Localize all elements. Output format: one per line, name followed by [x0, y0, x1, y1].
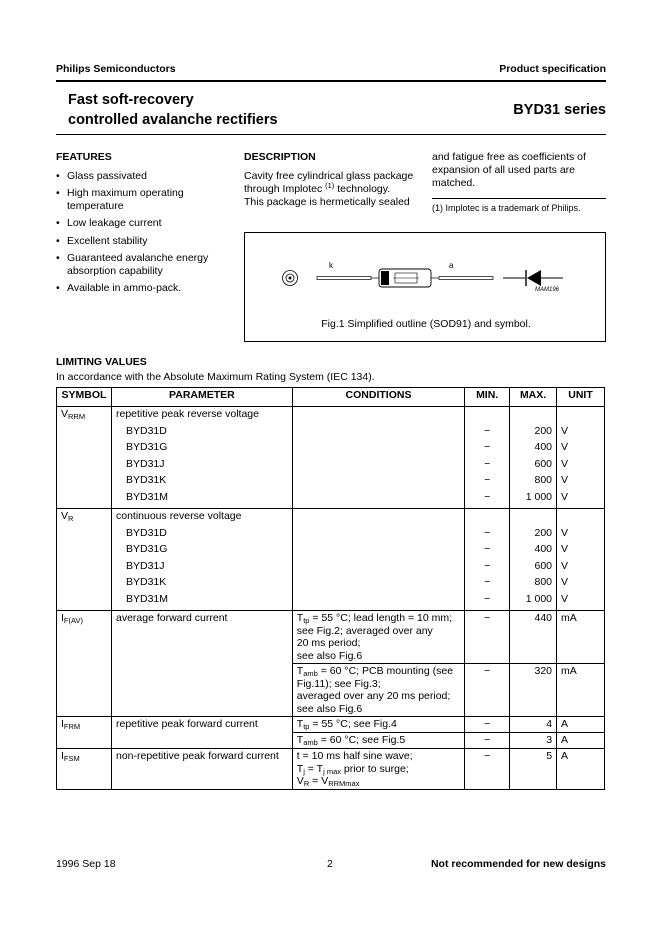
- col-unit: UNIT: [557, 388, 605, 407]
- max-value: 400: [534, 543, 553, 555]
- parameter-cell: repetitive peak forward current: [111, 717, 292, 749]
- type-name: BYD31D: [125, 424, 167, 437]
- feature-item: • Low leakage current: [56, 217, 226, 230]
- min-value: −: [484, 441, 491, 453]
- lead-a: [439, 277, 493, 280]
- condition-sub: amb: [303, 738, 318, 748]
- col-conditions: CONDITIONS: [292, 388, 464, 407]
- type-name: BYD31K: [125, 576, 167, 588]
- page-title: [68, 90, 278, 130]
- unit-value: V: [561, 592, 569, 605]
- symbol-main: V: [61, 408, 69, 420]
- min-cell: −: [465, 664, 510, 717]
- header-rule: [56, 80, 606, 82]
- type-name: BYD31D: [125, 526, 167, 539]
- cathode-band: [381, 271, 389, 285]
- parameter-cell: [111, 509, 292, 611]
- type-name: BYD31J: [125, 457, 165, 470]
- title-line-1: Fast soft-recovery: [68, 92, 194, 108]
- min-cell: [465, 509, 510, 611]
- unit-cell: [557, 509, 605, 611]
- condition-sub: RRMmax: [328, 779, 360, 789]
- condition-text: = V: [309, 775, 329, 788]
- max-cell: [510, 407, 557, 509]
- table-header-row: [57, 388, 605, 407]
- max-cell: 320: [510, 664, 557, 717]
- condition-text: = 55 °C; see Fig.4: [309, 718, 397, 730]
- parameter-name: repetitive peak reverse voltage: [115, 408, 259, 420]
- table-row: [57, 749, 605, 790]
- col-max: MAX.: [510, 388, 557, 407]
- col-min: MIN.: [465, 388, 510, 407]
- symbol-cell: [57, 509, 112, 611]
- max-value: 400: [534, 441, 553, 453]
- condition-symbol: T: [296, 762, 304, 775]
- unit-value: V: [561, 543, 569, 555]
- condition-line: [297, 612, 460, 625]
- unit-value: V: [561, 559, 569, 572]
- unit-cell: A: [557, 733, 605, 749]
- min-value: −: [484, 526, 491, 539]
- condition-line: [297, 665, 460, 678]
- end-view-center: [289, 277, 292, 280]
- symbol-sub: F(AV): [63, 616, 83, 625]
- symbol-cell: [57, 407, 112, 509]
- series-title: BYD31 series: [513, 102, 606, 118]
- footnote-rule: [432, 198, 606, 199]
- type-name: BYD31M: [125, 592, 168, 605]
- symbol-sub: FRM: [63, 722, 81, 731]
- symbol-main: I: [61, 718, 64, 730]
- table-row: [57, 509, 605, 611]
- unit-value: V: [561, 576, 569, 588]
- min-cell: −: [465, 717, 510, 733]
- max-value: 600: [534, 457, 553, 470]
- type-name: BYD31G: [125, 543, 168, 555]
- max-value: 1 000: [525, 490, 553, 503]
- limiting-values-table: [56, 387, 605, 790]
- col-parameter: PARAMETER: [111, 388, 292, 407]
- unit-value: V: [561, 474, 569, 486]
- conditions-cell: [292, 717, 464, 733]
- symbol-sub: RRM: [68, 412, 86, 421]
- feature-item: • Excellent stability: [56, 235, 226, 248]
- conditions-cell: [292, 407, 464, 509]
- max-value: 800: [534, 576, 553, 588]
- table-row: [57, 611, 605, 664]
- condition-sub: tp: [303, 616, 310, 625]
- description-fragment: technology.: [337, 183, 391, 195]
- max-cell: 440: [510, 611, 557, 664]
- unit-value: V: [561, 526, 569, 539]
- description-fragment: through Implotec: [244, 183, 323, 195]
- unit-value: V: [561, 457, 569, 470]
- condition-sub: j max: [323, 766, 342, 776]
- max-value: 800: [534, 474, 553, 486]
- limiting-heading: LIMITING VALUES: [56, 356, 147, 368]
- condition-text: = 55 °C; lead length = 10 mm;: [309, 612, 453, 624]
- symbol-main: I: [61, 750, 64, 763]
- parameter-cell: average forward current: [111, 611, 292, 717]
- lead-k: [317, 277, 371, 280]
- title-rule: [56, 134, 606, 135]
- condition-line: see Fig.2; averaged over any: [296, 624, 433, 637]
- conditions-cell: [292, 611, 464, 664]
- symbol-cell: [57, 749, 112, 790]
- unit-value: V: [561, 441, 569, 453]
- features-heading: FEATURES: [56, 151, 112, 163]
- condition-sub: j: [303, 766, 305, 776]
- footer-note: Not recommended for new designs: [430, 858, 606, 870]
- features-list: [56, 170, 226, 299]
- min-cell: −: [465, 749, 510, 790]
- description-line: and fatigue free as coefficients of: [432, 151, 586, 163]
- symbol-main: V: [61, 510, 69, 522]
- min-value: −: [484, 424, 491, 437]
- unit-cell: A: [557, 749, 605, 790]
- max-value: 1 000: [525, 592, 553, 605]
- label-k: k: [329, 261, 333, 270]
- min-value: −: [484, 490, 491, 503]
- footer-page-number: 2: [327, 858, 333, 870]
- min-cell: −: [465, 611, 510, 664]
- footnote-ref: (1): [325, 181, 335, 190]
- max-cell: 5: [510, 749, 557, 790]
- max-cell: 3: [510, 733, 557, 749]
- min-value: −: [484, 559, 491, 572]
- description-line: [244, 183, 413, 196]
- max-cell: 4: [510, 717, 557, 733]
- min-cell: −: [465, 733, 510, 749]
- description-heading: DESCRIPTION: [244, 151, 316, 163]
- unit-value: V: [561, 424, 569, 437]
- min-value: −: [484, 592, 491, 605]
- condition-text: = T: [304, 762, 324, 775]
- type-name: BYD31K: [125, 474, 167, 486]
- header-company: Philips Semiconductors: [56, 63, 176, 75]
- condition-sub: amb: [303, 669, 318, 678]
- condition-symbol: V: [296, 775, 304, 788]
- condition-line: Fig.11); see Fig.3;: [296, 677, 381, 690]
- description-line: matched.: [432, 177, 476, 189]
- description-line: Cavity free cylindrical glass package: [244, 170, 414, 182]
- unit-cell: mA: [557, 611, 605, 664]
- condition-symbol: T: [296, 734, 304, 747]
- max-value: 200: [534, 424, 553, 437]
- condition-text: = 60 °C; PCB mounting (see: [317, 665, 454, 677]
- condition-sub: R: [303, 779, 310, 789]
- condition-text: = 60 °C; see Fig.5: [317, 734, 406, 747]
- condition-line: 20 ms period;: [296, 637, 361, 649]
- condition-text: prior to surge;: [341, 762, 409, 775]
- label-a: a: [449, 261, 454, 270]
- condition-line: [297, 775, 460, 788]
- conditions-cell: [292, 664, 464, 717]
- table-row: [57, 407, 605, 509]
- condition-line: t = 10 ms half sine wave;: [296, 750, 413, 763]
- description-line: This package is hermetically sealed: [244, 196, 410, 208]
- type-name: BYD31M: [125, 490, 168, 503]
- max-value: 200: [534, 526, 553, 539]
- condition-symbol: T: [296, 718, 304, 730]
- min-value: −: [484, 543, 491, 555]
- symbol-main: I: [61, 612, 64, 624]
- description-line: expansion of all used parts are: [432, 164, 576, 176]
- type-name: BYD31G: [125, 441, 168, 453]
- figure-box: [244, 232, 606, 342]
- title-line-2: controlled avalanche rectifiers: [68, 112, 278, 128]
- symbol-cell: [57, 717, 112, 749]
- condition-symbol: T: [296, 612, 304, 624]
- unit-cell: mA: [557, 664, 605, 717]
- conditions-cell: [292, 509, 464, 611]
- condition-symbol: T: [296, 665, 304, 677]
- condition-line: averaged over any 20 ms period;: [296, 690, 451, 702]
- min-cell: [465, 407, 510, 509]
- min-value: −: [484, 457, 491, 470]
- description-text: [244, 170, 413, 209]
- condition-line: see also Fig.6: [296, 649, 363, 662]
- footnote: (1) Implotec is a trademark of Philips.: [432, 203, 581, 213]
- min-value: −: [484, 474, 491, 486]
- footer-date: 1996 Sep 18: [56, 858, 116, 870]
- max-value: 600: [534, 559, 553, 572]
- parameter-cell: non-repetitive peak forward current: [111, 749, 292, 790]
- feature-item: • Glass passivated: [56, 170, 226, 183]
- figure-caption: Fig.1 Simplified outline (SOD91) and symbol.: [321, 318, 531, 330]
- diode-symbol-triangle: [527, 270, 541, 286]
- feature-item: • Available in ammo-pack.: [56, 282, 226, 295]
- max-cell: [510, 509, 557, 611]
- description-continued: [432, 151, 586, 190]
- symbol-cell: [57, 611, 112, 717]
- table-row: [57, 717, 605, 733]
- condition-line: see also Fig.6: [296, 702, 363, 715]
- feature-item: • Guaranteed avalanche energy absorption capability: [56, 252, 226, 278]
- header-doc-type: Product specification: [499, 63, 606, 75]
- unit-cell: A: [557, 717, 605, 733]
- unit-value: V: [561, 490, 569, 503]
- conditions-cell: [292, 749, 464, 790]
- conditions-cell: [292, 733, 464, 749]
- type-name: BYD31J: [125, 559, 165, 572]
- parameter-name: continuous reverse voltage: [115, 510, 242, 522]
- col-symbol: SYMBOL: [57, 388, 112, 407]
- condition-line: [297, 763, 460, 776]
- limiting-subtitle: In accordance with the Absolute Maximum Rating System (IEC 134).: [56, 371, 375, 383]
- min-value: −: [484, 576, 491, 588]
- unit-cell: [557, 407, 605, 509]
- condition-sub: tp: [303, 722, 310, 731]
- symbol-sub: R: [68, 514, 74, 523]
- parameter-cell: [111, 407, 292, 509]
- figure-code: MAM196: [535, 287, 560, 293]
- symbol-sub: FSM: [63, 754, 80, 764]
- feature-item: • High maximum operating temperature: [56, 187, 226, 213]
